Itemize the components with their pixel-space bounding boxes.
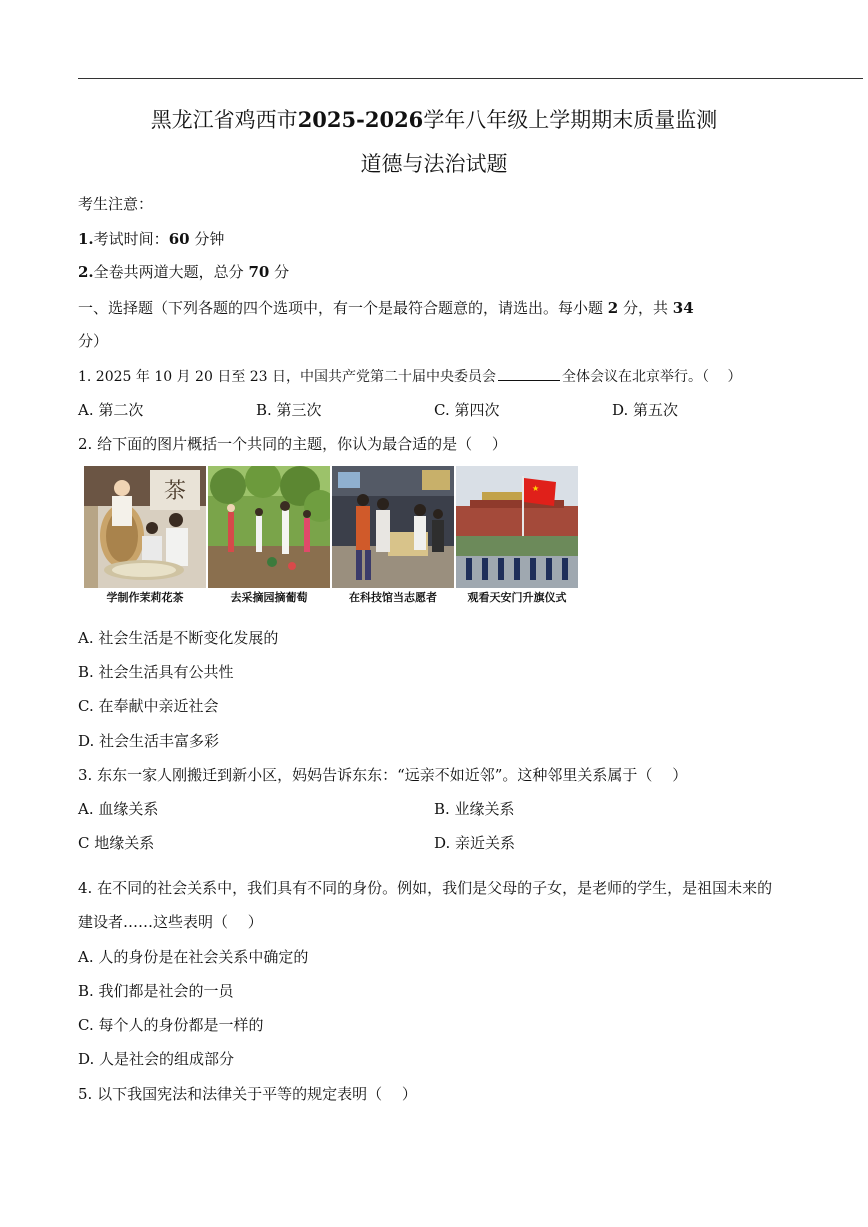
q2-option-d: D. 社会生活丰富多彩	[78, 732, 220, 750]
q4-option-c: C. 每个人的身份都是一样的	[78, 1016, 264, 1034]
notice-total: 2.全卷共两道大题，总分 70 分	[78, 263, 290, 281]
photo-strip	[84, 466, 578, 614]
question-4-stem-cont: 建设者……这些表明（ ）	[78, 913, 263, 931]
photo-grapes	[208, 466, 330, 614]
q1-option-a: A. 第二次	[78, 401, 144, 419]
flag-raising-image	[456, 466, 578, 588]
q4-option-a: A. 人的身份是在社会关系中确定的	[78, 948, 309, 966]
museum-volunteer-image	[332, 466, 454, 588]
question-2-stem: 2. 给下面的图片概括一个共同的主题，你认为最合适的是（ ）	[78, 435, 507, 453]
question-3-stem: 3. 东东一家人刚搬迁到新小区，妈妈告诉东东：“远亲不如近邻”。这种邻里关系属于（ ）	[78, 766, 688, 784]
photo-tea	[84, 466, 206, 614]
photo-museum	[332, 466, 454, 614]
photo-flag	[456, 466, 578, 614]
question-4-stem: 4. 在不同的社会关系中，我们具有不同的身份。例如，我们是父母的子女，是老师的学生，是祖国未来的	[78, 879, 773, 897]
notice-label: 考生注意：	[78, 195, 154, 213]
exam-subtitle: 道德与法治试题	[360, 152, 508, 176]
q3-option-c: C 地缘关系	[78, 834, 155, 852]
section-heading-cont: 分）	[78, 332, 109, 350]
q3-option-b: B. 业缘关系	[434, 800, 515, 818]
photo-caption: 在科技馆当志愿者	[349, 591, 437, 604]
q3-option-d: D. 亲近关系	[434, 834, 516, 852]
question-1-stem: 1. 2025 年 10 月 20 日至 23 日，中国共产党第二十届中央委员会 全体会议在北京举行。（ ）	[78, 366, 741, 387]
section-heading: 一、选择题（下列各题的四个选项中，有一个是最符合题意的，请选出。每小题 2 分，共 34	[78, 299, 694, 317]
grape-picking-image	[208, 466, 330, 588]
q2-option-b: B. 社会生活具有公共性	[78, 663, 234, 681]
notice-time: 1.考试时间：60 分钟	[78, 230, 225, 248]
exam-title: 黑龙江省鸡西市2025-2026学年八年级上学期期末质量监测	[150, 107, 718, 132]
svg-text:茶: 茶	[163, 479, 187, 504]
q4-option-b: B. 我们都是社会的一员	[78, 982, 234, 1000]
q4-option-d: D. 人是社会的组成部分	[78, 1050, 235, 1068]
question-5-stem: 5. 以下我国宪法和法律关于平等的规定表明（ ）	[78, 1085, 417, 1103]
tea-making-image	[84, 466, 206, 588]
answer-blank	[498, 366, 560, 381]
q1-option-c: C. 第四次	[434, 401, 500, 419]
q2-option-a: A. 社会生活是不断变化发展的	[78, 629, 279, 647]
header-rule	[78, 78, 863, 79]
q1-option-b: B. 第三次	[256, 401, 322, 419]
q3-option-a: A. 血缘关系	[78, 800, 159, 818]
q1-option-d: D. 第五次	[612, 401, 679, 419]
svg-text:★: ★	[532, 484, 540, 493]
photo-caption: 去采摘园摘葡萄	[230, 591, 308, 604]
photo-caption: 学制作茉莉花茶	[106, 591, 184, 604]
photo-caption: 观看天安门升旗仪式	[467, 591, 567, 604]
q2-option-c: C. 在奉献中亲近社会	[78, 697, 219, 715]
